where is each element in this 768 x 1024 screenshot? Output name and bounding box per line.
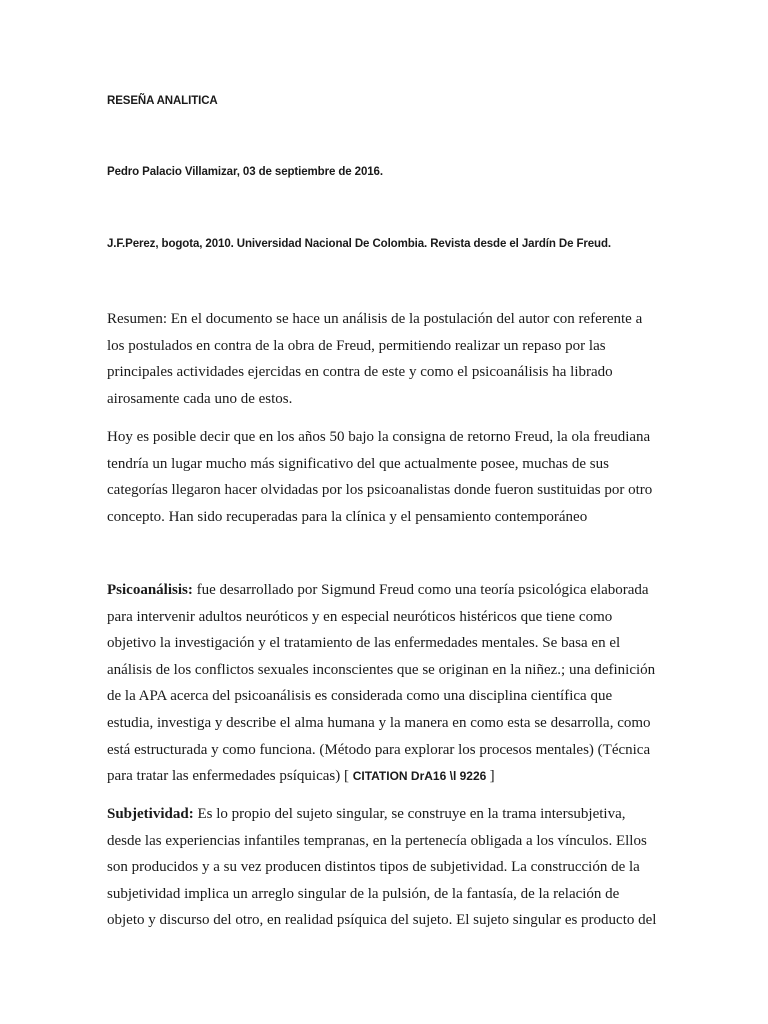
paragraph-line: son producidos y a su vez producen distintos tipos de subjetividad. La construcción de la	[107, 859, 640, 876]
paragraph-line: para intervenir adultos neuróticos y en especial neuróticos histéricos que tiene como	[107, 608, 613, 625]
psicoanalisis-paragraph	[107, 577, 667, 790]
paragraph-line: subjetividad implica un arreglo singular de la pulsión, de la fantasía, de la relación de	[107, 885, 620, 902]
reference-line: J.F.Perez, bogota, 2010. Universidad Nacional De Colombia. Revista desde el Jardín De Freud.	[107, 238, 611, 250]
paragraph-line	[107, 577, 667, 604]
subjetividad-paragraph	[107, 801, 667, 934]
paragraph-line: tendría un lugar mucho más significativo del que actualmente posee, muchas de sus	[107, 455, 609, 472]
citation-prefix: para tratar las enfermedades psíquicas) [	[107, 768, 353, 785]
citation-suffix: ]	[489, 768, 495, 785]
paragraph-line: está estructurada y como funciona. (Método para explorar los procesos mentales) (Técnica	[107, 741, 651, 758]
paragraph-line: Resumen: En el documento se hace un análisis de la postulación del autor con referente a	[107, 311, 643, 327]
author-date-line: Pedro Palacio Villamizar, 03 de septiembre de 2016.	[107, 166, 383, 178]
paragraph-line: objeto y discurso del otro, en realidad psíquica del sujeto. El sujeto singular es producto del	[107, 912, 657, 929]
hoy-paragraph	[107, 424, 667, 530]
paragraph-line: los postulados en contra de la obra de Freud, permitiendo realizar un repaso por las	[107, 337, 606, 354]
paragraph-line: airosamente cada uno de estos.	[107, 390, 293, 407]
psicoanalisis-definition-start: fue desarrollado por Sigmund Freud como una teoría psicológica elaborada	[192, 582, 649, 598]
psicoanalisis-term: Psicoanálisis:	[107, 582, 193, 598]
paragraph-line: categorías llegaron hacer olvidadas por los psicoanalistas donde fueron sustituidas por otro	[107, 482, 653, 499]
paragraph-line	[107, 801, 667, 828]
subjetividad-definition-start: Es lo propio del sujeto singular, se construye en la trama intersubjetiva,	[193, 806, 626, 822]
subjetividad-term: Subjetividad:	[107, 806, 194, 822]
paragraph-line: objetivo la investigación y el tratamiento de las enfermedades mentales. Se basa en el	[107, 635, 621, 652]
paragraph-line: estudia, investiga y describe el alma humana y la manera en como esta se desarrolla, como	[107, 714, 651, 731]
paragraph-line: de la APA acerca del psicoanálisis es considerada como una disciplina científica que	[107, 688, 613, 705]
document-title: RESEÑA ANALITICA	[107, 95, 218, 107]
paragraph-line: Hoy es posible decir que en los años 50 bajo la consigna de retorno Freud, la ola freudiana	[107, 429, 651, 445]
resumen-paragraph	[107, 306, 667, 412]
paragraph-line	[107, 763, 667, 790]
paragraph-line: principales actividades ejercidas en contra de este y como el psicoanálisis ha librado	[107, 364, 613, 381]
paragraph-line: concepto. Han sido recuperadas para la clínica y el pensamiento contemporáneo	[107, 508, 588, 525]
paragraph-line: desde las experiencias infantiles tempranas, en la pertenecía obligada a los vínculos. Ellos	[107, 832, 647, 849]
citation-field: CITATION DrA16 \l 9226	[352, 769, 490, 784]
paragraph-line: análisis de los conflictos sexuales inconscientes que se originan en la niñez.; una definición	[107, 661, 656, 678]
